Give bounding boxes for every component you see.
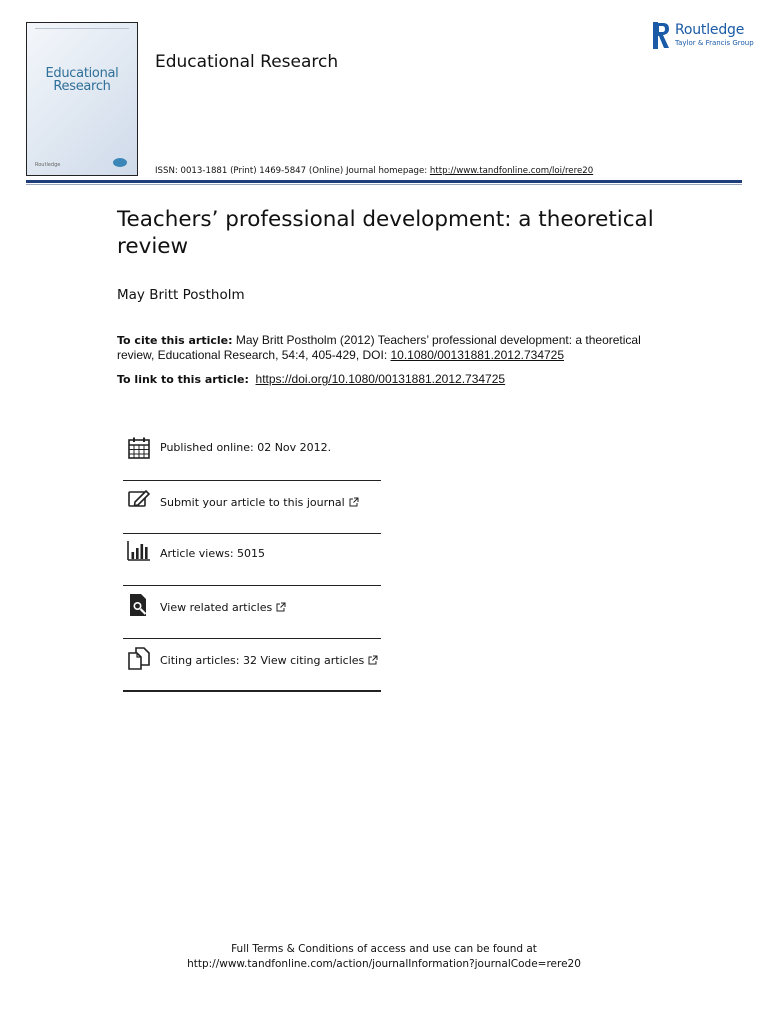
cover-title-line1: Educational <box>45 66 119 81</box>
edit-pencil-icon <box>127 487 151 511</box>
citing-row[interactable] <box>123 643 381 695</box>
submit-link[interactable] <box>160 496 359 509</box>
link-block <box>117 372 505 386</box>
logo-name: Routledge <box>675 22 745 38</box>
article-views: Article views: 5015 <box>160 547 266 560</box>
citation-text: May Britt Postholm (2012) Teachers’ professional development: a theoretical review, Educational Research, 54:4, 405-429, DOI: <box>117 333 641 362</box>
citing-link[interactable] <box>160 654 378 667</box>
external-link-icon <box>276 602 286 612</box>
journal-cover-image <box>26 22 138 176</box>
logo-subtitle: Taylor & Francis Group <box>675 39 754 47</box>
doi-link[interactable]: 10.1080/00131881.2012.734725 <box>390 348 565 362</box>
cover-publisher: Routledge <box>35 162 61 168</box>
author-name: May Britt Postholm <box>117 287 245 303</box>
submit-row[interactable] <box>123 485 381 537</box>
submit-label: Submit your article to this journal <box>160 496 345 509</box>
info-bottom-rule <box>123 690 381 692</box>
footer-url[interactable]: http://www.tandfonline.com/action/journalInformation?journalCode=rere20 <box>187 958 581 970</box>
citation-block <box>117 333 657 363</box>
info-divider <box>123 585 381 586</box>
related-label: View related articles <box>160 601 273 614</box>
article-url-link[interactable]: https://doi.org/10.1080/00131881.2012.734725 <box>255 372 506 386</box>
views-row <box>123 536 381 588</box>
article-title: Teachers’ professional development: a theoretical review <box>117 207 654 259</box>
document-search-icon <box>127 593 151 617</box>
issn-line <box>155 166 593 176</box>
header-rule-thin <box>26 184 742 185</box>
footer-terms: Full Terms & Conditions of access and use can be found at <box>231 943 537 955</box>
related-link[interactable] <box>160 601 286 614</box>
header-rule <box>26 180 742 183</box>
cover-title-line2: Research <box>53 79 111 94</box>
citing-label: Citing articles: 32 View citing articles <box>160 654 365 667</box>
external-link-icon <box>368 655 378 665</box>
published-row <box>123 432 381 484</box>
citing-documents-icon <box>127 646 151 670</box>
published-date: Published online: 02 Nov 2012. <box>160 441 332 454</box>
routledge-logo <box>653 22 753 50</box>
cover-title <box>27 67 137 93</box>
link-label: To link to this article: <box>117 373 249 386</box>
footer <box>0 942 768 972</box>
info-divider <box>123 638 381 639</box>
journal-homepage-link[interactable]: http://www.tandfonline.com/loi/rere20 <box>429 166 594 176</box>
routledge-r-icon <box>653 22 670 49</box>
cover-top-strip <box>35 28 129 32</box>
external-link-icon <box>349 497 359 507</box>
journal-title: Educational Research <box>155 52 339 72</box>
bar-chart-icon <box>127 539 151 563</box>
calendar-icon <box>127 436 151 460</box>
cover-badge <box>113 158 127 167</box>
info-divider <box>123 533 381 534</box>
info-divider <box>123 480 381 481</box>
related-row[interactable] <box>123 590 381 642</box>
issn-text: ISSN: 0013-1881 (Print) 1469-5847 (Online) Journal homepage: <box>155 166 430 176</box>
citation-label: To cite this article: <box>117 334 233 347</box>
